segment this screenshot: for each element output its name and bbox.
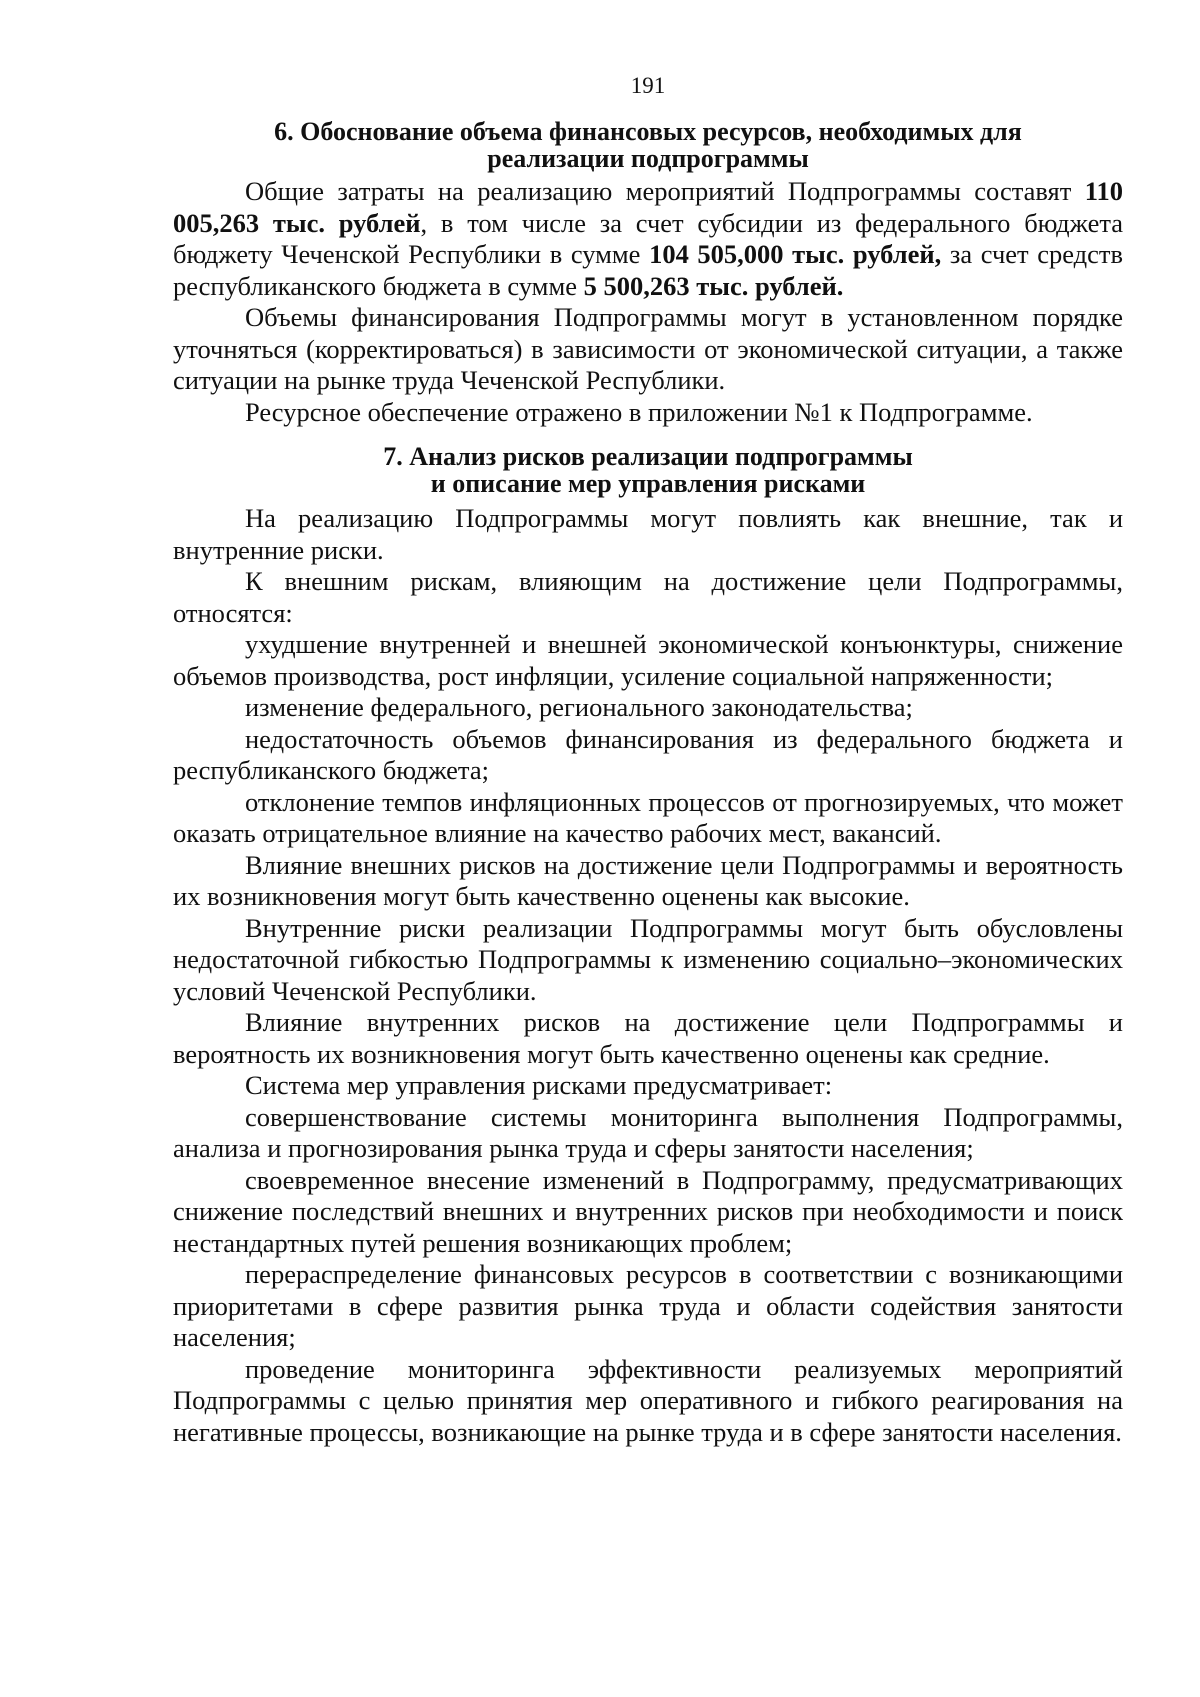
paragraph-external-risks: К внешним рискам, влияющим на достижение цели Подпрограммы, относятся: — [173, 566, 1123, 628]
paragraph-financing-adjustment: Объемы финансирования Подпрограммы могут в установленном порядке уточняться (корректироваться) в зависимости от экономической ситуации, а также ситуации на рынке труда Чеченской Республики. — [173, 302, 1123, 395]
paragraph-risk-item: ухудшение внутренней и внешней экономической конъюнктуры, снижение объемов производства, рост инфляции, усиление социальной напряженности; — [173, 629, 1123, 691]
paragraph-risk-item: недостаточность объемов финансирования из федерального бюджета и республиканского бюджета; — [173, 723, 1123, 785]
page-number: 191 — [630, 73, 666, 98]
section-7-heading-line-2: и описание мер управления рисками — [430, 469, 866, 498]
paragraph-measure-item: совершенствование системы мониторинга выполнения Подпрограммы, анализа и прогнозирования рынка труда и сферы занятости населения; — [173, 1101, 1123, 1163]
paragraph-internal-risks: Внутренние риски реализации Подпрограммы могут быть обусловлены недостаточной гибкостью Подпрограммы к изменению социально–экономических условий Чеченской Республики. — [173, 912, 1123, 1006]
paragraph-financing-total — [173, 176, 1123, 302]
paragraph-measure-item: проведение мониторинга эффективности реализуемых мероприятий Подпрограммы с целью принятия мер оперативного и гибкого реагирования на негативные процессы, возникающие на рынке труда и в сфере занятости населения. — [173, 1353, 1123, 1447]
paragraph-resource-support: Ресурсное обеспечение отражено в приложении №1 к Подпрограмме. — [245, 396, 1033, 427]
section-6-body — [173, 176, 1123, 428]
paragraph-external-assessment: Влияние внешних рисков на достижение цели Подпрограммы и вероятность их возникновения могут быть качественно оценены как высокие. — [173, 849, 1123, 911]
section-6-heading-line-1: 6. Обоснование объема финансовых ресурсов, необходимых для — [274, 117, 1022, 146]
paragraph-risk-management: Система мер управления рисками предусматривает: — [245, 1070, 833, 1100]
financing-republic-amount: 5 500,263 тыс. рублей. — [583, 270, 844, 301]
paragraph-risk-item: отклонение темпов инфляционных процессов от прогнозируемых, что может оказать отрицательное влияние на качество рабочих мест, вакансий. — [173, 786, 1123, 848]
financing-text-1: Общие затраты на реализацию мероприятий Подпрограммы составят — [245, 176, 1085, 206]
paragraph-risks-intro: На реализацию Подпрограммы могут повлиять как внешние, так и внутренние риски. — [173, 503, 1123, 565]
paragraph-measure-item: перераспределение финансовых ресурсов в соответствии с возникающими приоритетами в сфере развития рынка труда и области содействия занятости населения; — [173, 1259, 1123, 1352]
paragraph-internal-assessment: Влияние внутренних рисков на достижение цели Подпрограммы и вероятность их возникновения могут быть качественно оценены как средние. — [173, 1007, 1123, 1069]
section-6-heading — [173, 118, 1123, 172]
financing-text-3: за счет средств республиканского бюджета в сумме — [173, 239, 1123, 301]
financing-text-2: , в том числе за счет субсидии из федерального бюджета бюджету Чеченской Республики в сумме — [173, 207, 1123, 269]
financing-total-amount: 110 005,263 тыс. рублей — [173, 176, 1123, 238]
section-6-heading-line-2: реализации подпрограммы — [487, 144, 809, 173]
paragraph-risk-item: изменение федерального, регионального законодательства; — [245, 692, 913, 722]
section-7-heading — [173, 443, 1123, 497]
paragraph-measure-item: своевременное внесение изменений в Подпрограмму, предусматривающих снижение последствий внешних и внутренних рисков при необходимости и поиск нестандартных путей решения возникающих проблем; — [173, 1164, 1123, 1258]
financing-federal-amount: 104 505,000 тыс. рублей, — [649, 239, 942, 269]
section-7-body — [173, 503, 1123, 1448]
section-7-heading-line-1: 7. Анализ рисков реализации подпрограммы — [383, 442, 913, 471]
